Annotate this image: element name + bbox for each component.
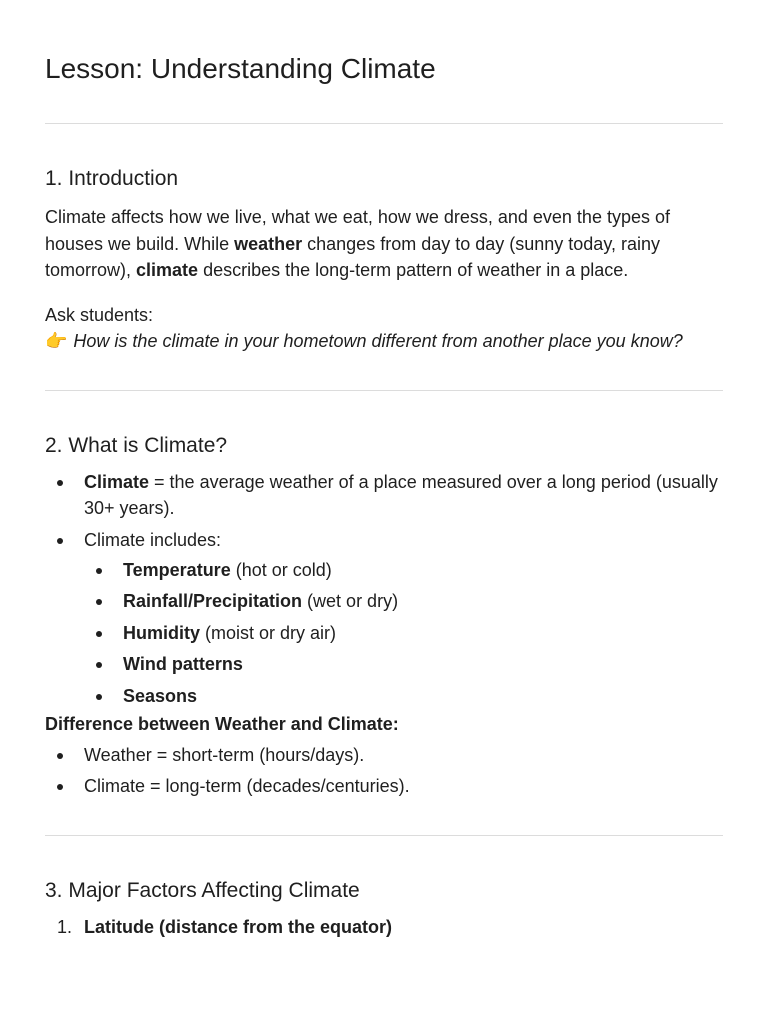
list-item: [84, 620, 723, 646]
section-heading: 3. Major Factors Affecting Climate: [45, 879, 360, 902]
section-heading: 2. What is Climate?: [45, 433, 228, 457]
list-item: Climate = long-term (decades/centuries).: [45, 773, 723, 799]
text-run: (moist or dry air): [200, 622, 337, 643]
list-item: [84, 683, 723, 709]
list-item: [84, 588, 723, 614]
section-what-is-climate: [45, 432, 723, 800]
ask-students-block: [45, 302, 723, 355]
bold-term: Temperature: [123, 559, 231, 580]
text-run: Climate affects how we live, what we eat, how we dress, and even the types of houses we build. While: [45, 207, 670, 254]
divider: [45, 390, 723, 391]
page-title: Lesson: Understanding Climate: [45, 53, 436, 84]
discussion-question: How is the climate in your hometown different from another place you know?: [73, 331, 683, 351]
text-run: Climate includes:: [84, 529, 222, 550]
section-introduction: [45, 165, 723, 355]
bold-term: Rainfall/Precipitation: [123, 591, 303, 611]
bold-term-weather: weather: [234, 233, 303, 254]
bold-term: Seasons: [123, 685, 198, 706]
text-run: (hot or cold): [230, 559, 332, 580]
bold-term: Humidity: [123, 622, 201, 643]
intro-paragraph: [45, 204, 723, 284]
climate-includes-list: [84, 557, 723, 709]
list-item: [45, 469, 723, 521]
difference-heading: Difference between Weather and Climate:: [45, 713, 399, 734]
list-number: 1.: [57, 917, 73, 937]
difference-list: [45, 742, 723, 800]
ask-label: Ask students:: [45, 304, 154, 325]
text-run: (wet or dry): [302, 591, 399, 611]
text-run: changes from day to day (sunny today, rainy tomorrow),: [45, 233, 660, 280]
section-major-factors: [45, 877, 723, 940]
bold-term: Latitude (distance from the equator): [84, 917, 393, 937]
list-item: [45, 527, 723, 709]
bold-term-climate: climate: [136, 260, 199, 280]
bold-term: Climate: [84, 471, 150, 492]
list-item: [84, 557, 723, 583]
section-heading: 1. Introduction: [45, 167, 179, 190]
text-run: = the average weather of a place measured over a long period (usually 30+ years).: [84, 471, 718, 518]
list-item: Weather = short-term (hours/days).: [45, 742, 723, 768]
divider: [45, 123, 723, 124]
climate-definition-list: [45, 469, 723, 709]
bold-term: Wind patterns: [123, 654, 243, 674]
pointing-hand-icon: 👉: [45, 331, 68, 351]
factors-list: [45, 914, 723, 940]
divider: [45, 835, 723, 836]
list-item: [84, 651, 723, 677]
text-run: describes the long-term pattern of weather in a place.: [198, 260, 629, 280]
list-item: [45, 914, 723, 940]
